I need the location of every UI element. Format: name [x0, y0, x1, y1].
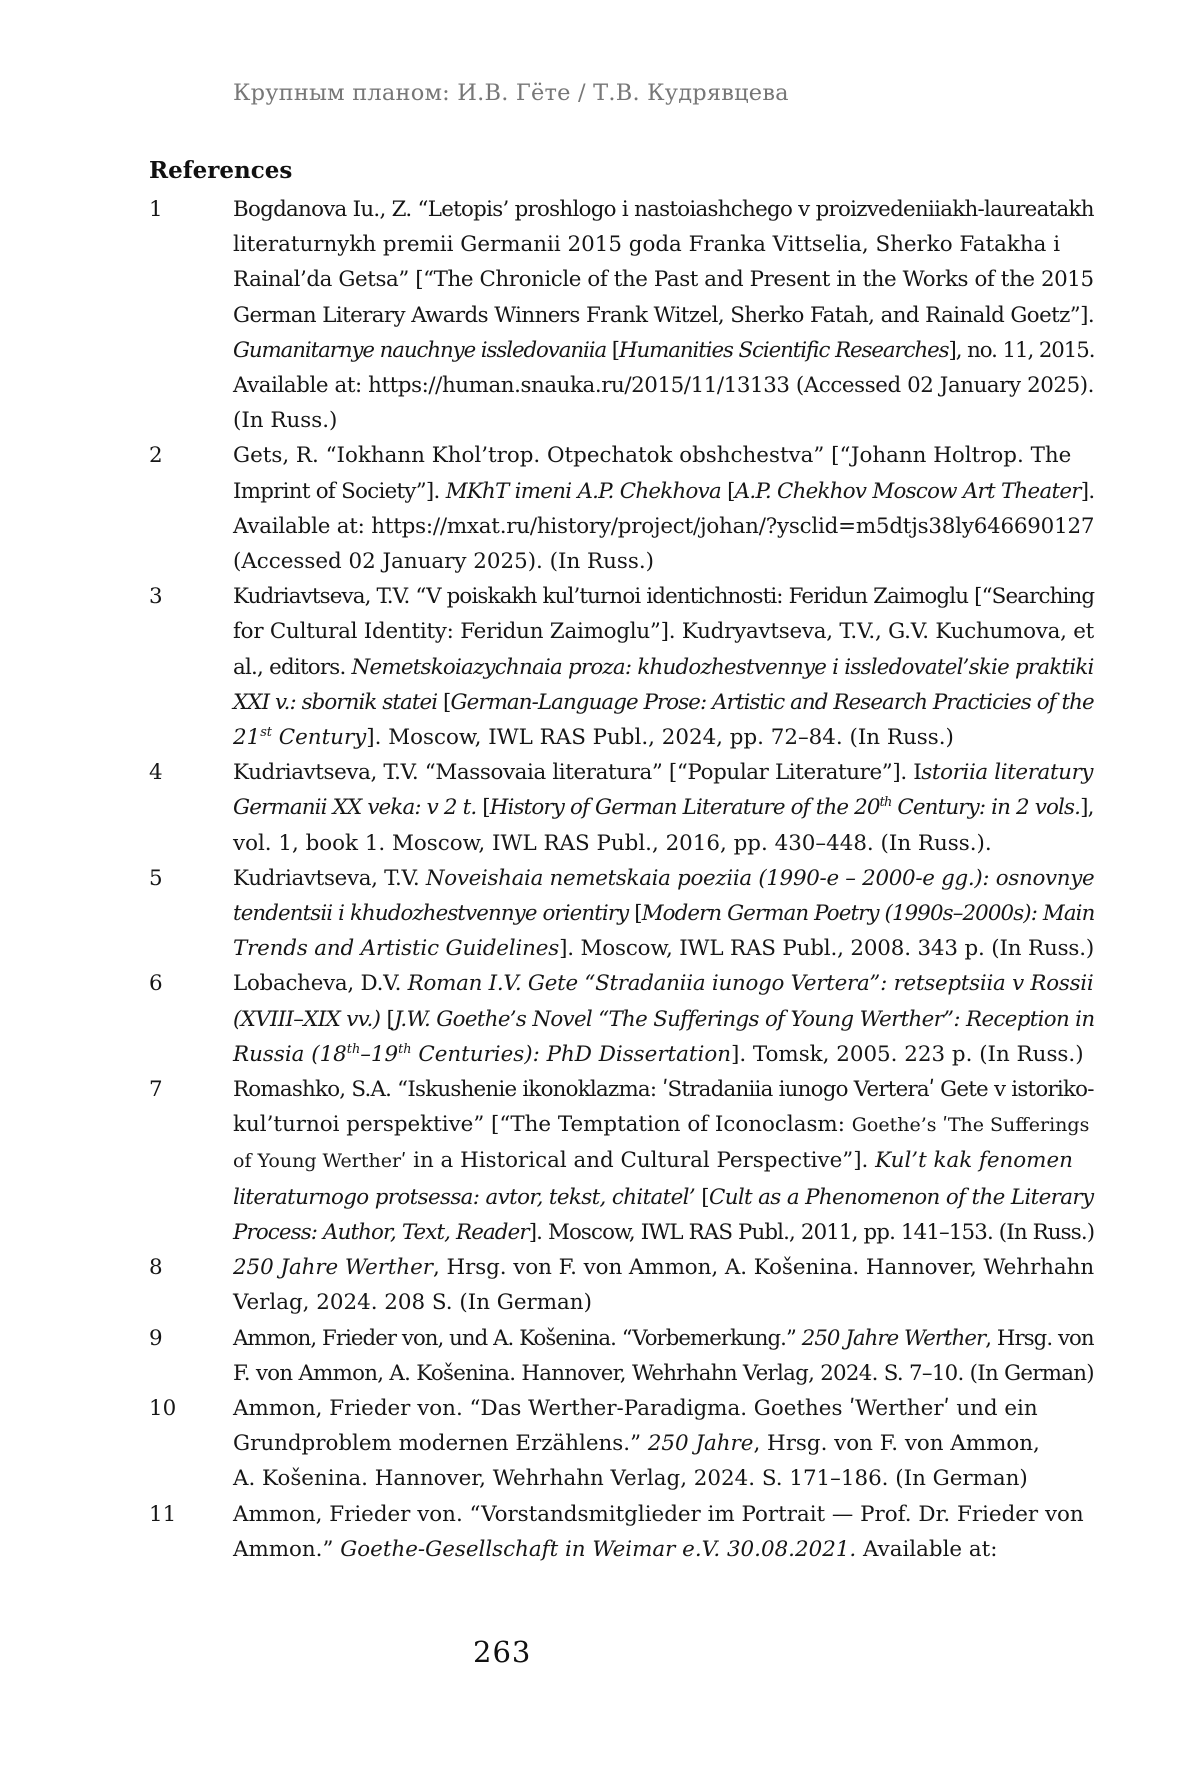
italic-text: History of German Literature of the 20	[489, 795, 880, 821]
text-segment: literaturnykh premii Germanii 2015 goda Franka Vittselia, Sherko Fatakha i	[233, 232, 1061, 258]
reference-line	[233, 861, 1093, 896]
text-segment: ]. Moscow, IWL RAS Publ., 2008. 343 p. (In Russ.)	[559, 936, 1095, 962]
reference-line	[233, 1532, 1094, 1567]
reference-text	[233, 1497, 1094, 1567]
italic-text: Centuries): PhD Dissertation	[411, 1041, 731, 1067]
reference-line	[233, 192, 1092, 227]
text-segment: [	[721, 478, 735, 504]
italic-text: literaturnogo protsessa: avtor, tekst, chitatel’	[233, 1184, 696, 1210]
reference-line	[233, 685, 1092, 720]
text-segment: [	[476, 795, 490, 821]
reference-number: 5	[149, 865, 163, 891]
reference-text	[233, 755, 1094, 861]
reference-line	[233, 262, 1093, 297]
reference-number: 10	[149, 1395, 177, 1421]
text-segment: [	[695, 1184, 709, 1210]
reference-line	[233, 579, 1093, 614]
reference-text	[233, 1072, 1094, 1250]
italic-text: th	[879, 795, 892, 811]
reference-line	[233, 1497, 1094, 1532]
italic-text: th	[346, 1041, 361, 1057]
reference-number: 4	[149, 760, 163, 786]
reference-line	[233, 509, 1094, 544]
reference-line	[233, 1215, 1095, 1250]
text-segment: for Cultural Identity: Feridun Zaimoglu”]. Kudryavtseva, T.V., G.V. Kuchumova, et	[233, 619, 1095, 645]
text-segment: ]. Tomsk, 2005. 223 p. (In Russ.)	[730, 1041, 1084, 1067]
reference-line	[233, 1107, 1094, 1143]
text-segment: of Young Wertherʹ	[233, 1150, 407, 1173]
reference-text	[233, 861, 1094, 967]
italic-text: th	[398, 1041, 412, 1057]
text-segment: vol. 1, book 1. Moscow, IWL RAS Publ., 2016, pp. 430–448. (In Russ.).	[233, 830, 992, 856]
italic-text: Kul’t kak fenomen	[875, 1148, 1073, 1174]
text-segment: Verlag, 2024. 208 S. (In German)	[233, 1290, 592, 1316]
italic-text: Century: in 2 vols.	[891, 795, 1081, 821]
text-segment: Goethe’s ʹThe Sufferings	[851, 1114, 1090, 1137]
reference-line	[233, 826, 1094, 861]
text-segment: Gets, R. “Iokhann Khol’trop. Otpechatok obshchestva” [“Johann Holtrop. The	[233, 443, 1072, 469]
italic-text: J.W. Goethe’s Novel “The Sufferings of Young Werther”: Reception in	[394, 1006, 1095, 1032]
reference-item	[149, 438, 1094, 579]
italic-text: Humanities Scientific Researches	[619, 337, 949, 363]
italic-text: Trends and Artistic Guidelines	[233, 936, 560, 962]
italic-text: 250 Jahre	[647, 1431, 754, 1457]
italic-text: Cult as a Phenomenon of the Literary	[708, 1184, 1094, 1210]
text-segment: ]. Moscow, IWL RAS Publ., 2024, pp. 72–84. (In Russ.)	[366, 725, 954, 751]
reference-number: 1	[149, 197, 163, 222]
italic-text: –19	[360, 1041, 399, 1067]
italic-text: Modern German Poetry (1990s–2000s): Main	[641, 901, 1095, 927]
reference-line	[233, 438, 1094, 473]
reference-line	[233, 1250, 1094, 1285]
text-segment: [	[437, 689, 451, 715]
text-segment: , Hrsg. von F. von Ammon, A. Košenina. Hannover, Wehrhahn	[432, 1255, 1095, 1281]
italic-text: Nemetskoiazychnaia proza: khudozhestvennye i issledovatel’skie praktiki	[351, 654, 1094, 680]
reference-text	[233, 192, 1094, 438]
reference-line	[233, 298, 1095, 333]
reference-line	[233, 966, 1093, 1001]
reference-line	[233, 650, 1092, 685]
reference-list	[149, 192, 1094, 1567]
reference-item	[149, 1321, 1094, 1391]
text-segment: German Literary Awards Winners Frank Witzel, Sherko Fatah, and Rainald Goetz”].	[233, 302, 1095, 328]
reference-line	[233, 333, 1095, 368]
reference-item	[149, 861, 1094, 967]
italic-text: 250 Jahre Werther	[801, 1325, 986, 1351]
text-segment: Ammon, Frieder von, und A. Košenina. “Vorbemerkung.”	[233, 1325, 802, 1351]
text-segment: Available at: https://mxat.ru/history/project/johan/?ysclid=m5dtjs38ly646690127	[233, 513, 1095, 539]
reference-line	[233, 474, 1095, 509]
text-segment: Grundproblem modernen Erzählens.”	[233, 1431, 648, 1457]
text-segment: Romashko, S.A. “Iskushenie ikonoklazma: ʹStradaniia iunogo Verteraʹ Gete v istoriko-	[233, 1077, 1094, 1103]
reference-number: 7	[149, 1077, 163, 1103]
text-segment: ]. Moscow, IWL RAS Publ., 2011, pp. 141–153. (In Russ.)	[528, 1219, 1095, 1245]
text-segment: ],	[1080, 795, 1094, 821]
italic-text: Germanii XX veka: v 2 t.	[233, 795, 477, 821]
reference-line	[233, 755, 1094, 790]
reference-number: 8	[149, 1255, 163, 1281]
reference-line	[233, 1391, 1094, 1426]
reference-line	[233, 368, 1095, 403]
text-segment: Rainal’da Getsa” [“The Chronicle of the Past and Present in the Works of the 2015	[233, 267, 1094, 293]
reference-item	[149, 1497, 1094, 1567]
reference-item	[149, 192, 1094, 438]
text-segment: [	[606, 337, 620, 363]
italic-text: Noveishaia nemetskaia poeziia (1990-e – 2000-e gg.): osnovnye	[425, 865, 1095, 891]
text-segment: Bogdanova Iu., Z. “Letopis’ proshlogo i nastoiashchego v proizvedeniiakh-laureatakh	[233, 197, 1094, 222]
text-segment: Lobacheva, D.V.	[233, 971, 408, 997]
reference-text	[233, 1250, 1094, 1320]
reference-item	[149, 579, 1094, 755]
italic-text: Roman I.V. Gete “Stradaniia iunogo Vertera”: retseptsiia v Rossii	[407, 971, 1094, 997]
italic-text: Process: Author, Text, Reader	[233, 1219, 529, 1245]
reference-line	[233, 1180, 1094, 1215]
italic-text: XXI v.: sbornik statei	[233, 689, 438, 715]
italic-text: (XVIII–XIX vv.)	[233, 1006, 381, 1032]
reference-item	[149, 1250, 1094, 1320]
text-segment: Available at: https://human.snauka.ru/2015/11/13133 (Accessed 02 January 2025).	[233, 373, 1095, 399]
text-segment: A. Košenina. Hannover, Wehrhahn Verlag, 2024. S. 171–186. (In German)	[233, 1466, 1028, 1492]
reference-number: 3	[149, 584, 163, 610]
text-segment: Kudriavtseva, T.V. “Massovaia literatura” [“Popular Literature”]. I	[233, 760, 922, 786]
text-segment: [	[380, 1006, 395, 1032]
reference-line	[233, 790, 1094, 825]
reference-line	[233, 1002, 1095, 1037]
italic-text: Century	[271, 725, 367, 751]
italic-text: A.P. Chekhov Moscow Art Theater	[734, 478, 1081, 504]
reference-text	[233, 1391, 1094, 1497]
italic-text: Russia (18	[233, 1041, 347, 1067]
text-segment: Imprint of Society”].	[233, 478, 446, 504]
italic-text: storiia literatury	[921, 760, 1094, 786]
reference-text	[233, 1321, 1094, 1391]
text-segment: Ammon.”	[233, 1536, 341, 1562]
reference-line	[233, 931, 1094, 966]
reference-number: 11	[149, 1501, 177, 1527]
text-segment: F. von Ammon, A. Košenina. Hannover, Wehrhahn Verlag, 2024. S. 7–10. (In German)	[233, 1360, 1094, 1386]
text-segment: [	[628, 901, 642, 927]
reference-line	[233, 720, 1094, 755]
reference-number: 9	[149, 1325, 163, 1351]
reference-text	[233, 966, 1094, 1072]
reference-line	[233, 1072, 1092, 1107]
text-segment: ].	[1080, 478, 1095, 504]
text-segment: , Hrsg. von F. von Ammon,	[753, 1431, 1040, 1457]
reference-line	[233, 1285, 1094, 1320]
reference-line	[233, 1356, 1094, 1391]
text-segment: (Accessed 02 January 2025). (In Russ.)	[233, 549, 655, 575]
reference-item	[149, 755, 1094, 861]
reference-line	[233, 614, 1094, 649]
italic-text: German-Language Prose: Artistic and Research Practicies of the	[450, 689, 1094, 715]
page-number: 263	[473, 1635, 532, 1669]
italic-text: st	[260, 724, 272, 740]
text-segment: (In Russ.)	[233, 408, 338, 434]
reference-line	[233, 1461, 1094, 1496]
reference-item	[149, 966, 1094, 1072]
italic-text: tendentsii i khudozhestvennye orientiry	[233, 901, 629, 927]
italic-text: MKhT imeni A.P. Chekhova	[445, 478, 722, 504]
text-segment: Ammon, Frieder von. “Vorstandsmitglieder im Portrait — Prof. Dr. Frieder von	[233, 1501, 1084, 1527]
text-segment: al., editors.	[233, 654, 352, 680]
reference-number: 6	[149, 971, 163, 997]
reference-text	[233, 438, 1094, 579]
italic-text: 21	[233, 725, 261, 751]
reference-text	[233, 579, 1094, 755]
text-segment: kul’turnoi perspektive” [“The Temptation of Iconoclasm:	[233, 1112, 852, 1138]
reference-line	[233, 1037, 1094, 1072]
text-segment: Ammon, Frieder von. “Das Werther-Paradigma. Goethes ʹWertherʹ und ein	[233, 1395, 1038, 1421]
text-segment: ], no. 11, 2015.	[948, 337, 1095, 363]
reference-line	[233, 896, 1095, 931]
reference-line	[233, 227, 1094, 262]
text-segment: in a Historical and Cultural Perspective”].	[406, 1148, 876, 1174]
reference-number: 2	[149, 443, 163, 469]
text-segment: Kudriavtseva, T.V. “V poiskakh kul’turnoi identichnosti: Feridun Zaimoglu [“Searching	[233, 584, 1095, 610]
running-head: Крупным планом: И.В. Гёте / Т.В. Кудрявцева	[233, 80, 789, 106]
text-segment: Kudriavtseva, T.V.	[233, 865, 426, 891]
reference-line	[233, 1426, 1094, 1461]
italic-text: 250 Jahre Werther	[233, 1255, 433, 1281]
italic-text: Gumanitarnye nauchnye issledovaniia	[233, 337, 607, 363]
reference-item	[149, 1391, 1094, 1497]
italic-text: Goethe-Gesellschaft in Weimar e.V. 30.08.2021.	[340, 1536, 857, 1562]
references-heading: References	[149, 157, 293, 184]
reference-item	[149, 1072, 1094, 1250]
reference-line	[233, 403, 1094, 438]
text-segment: Available at:	[856, 1536, 998, 1562]
reference-line	[233, 1143, 1094, 1179]
text-segment: , Hrsg. von	[985, 1325, 1094, 1351]
reference-line	[233, 1321, 1094, 1356]
reference-line	[233, 544, 1094, 579]
